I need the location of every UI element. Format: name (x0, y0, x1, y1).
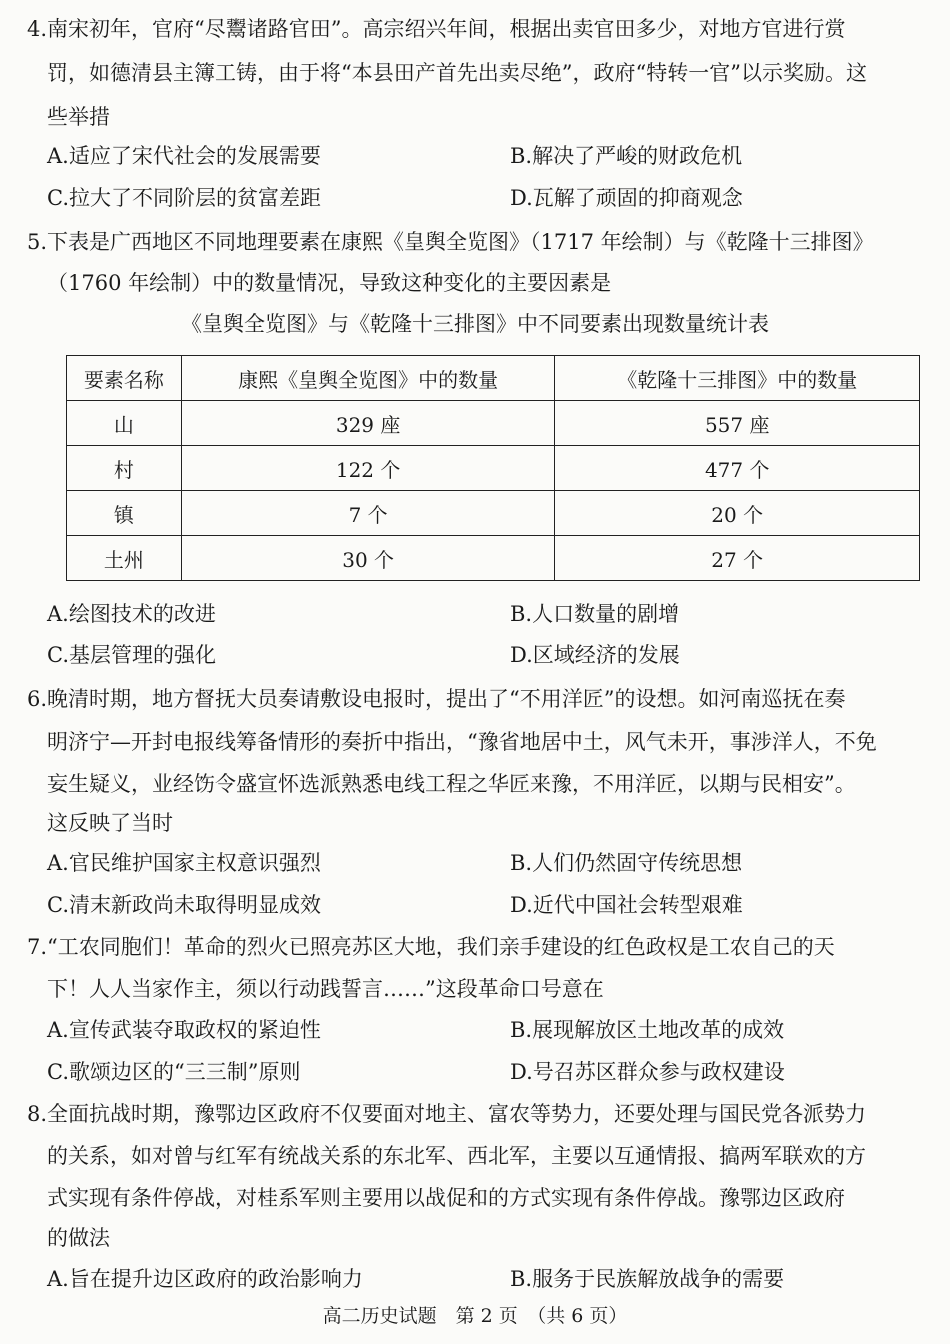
q8-option-a: A.旨在提升边区政府的政治影响力 (47, 1267, 363, 1291)
table-cell: 20 个 (555, 491, 920, 536)
q6-line-2: 明济宁—开封电报线筹备情形的奏折中指出，“豫省地居中土，风气未开，事涉洋人，不免 (47, 730, 877, 754)
q5-option-d: D.区域经济的发展 (510, 643, 680, 667)
table-cell: 30 个 (181, 536, 555, 581)
q4-option-a: A.适应了宋代社会的发展需要 (47, 144, 321, 168)
q7-option-d: D.号召苏区群众参与政权建设 (510, 1060, 785, 1084)
table-header: 康熙《皇舆全览图》中的数量 (181, 356, 555, 401)
table-header-row (67, 356, 920, 401)
table-row (67, 446, 920, 491)
q4-option-b: B.解决了严峻的财政危机 (510, 144, 743, 168)
table-cell: 7 个 (181, 491, 555, 536)
q6-option-d: D.近代中国社会转型艰难 (510, 893, 743, 917)
q4-option-d: D.瓦解了顽固的抑商观念 (510, 186, 743, 210)
table-cell: 122 个 (181, 446, 555, 491)
statistics-table (66, 355, 920, 581)
table-cell: 329 座 (181, 401, 555, 446)
q7-option-c: C.歌颂边区的“三三制”原则 (47, 1060, 301, 1084)
table-cell: 557 座 (555, 401, 920, 446)
q6-line-4: 这反映了当时 (47, 811, 173, 835)
q8-option-b: B.服务于民族解放战争的需要 (510, 1267, 785, 1291)
q7-line-2: 下！人人当家作主，须以行动践誓言……”这段革命口号意在 (47, 977, 604, 1001)
q5-option-c: C.基层管理的强化 (47, 643, 216, 667)
q5-option-a: A.绘图技术的改进 (47, 602, 216, 626)
table-cell: 27 个 (555, 536, 920, 581)
q6-line-3: 妄生疑义，业经饬令盛宣怀选派熟悉电线工程之华匠来豫，不用洋匠，以期与民相安”。 (47, 772, 856, 796)
q5-line-1: 5.下表是广西地区不同地理要素在康熙《皇舆全览图》（1717 年绘制）与《乾隆十三排图》 (27, 230, 874, 254)
table-cell: 477 个 (555, 446, 920, 491)
q6-option-b: B.人们仍然固守传统思想 (510, 851, 743, 875)
q6-line-1: 6.晚清时期，地方督抚大员奏请敷设电报时，提出了“不用洋匠”的设想。如河南巡抚在奏 (27, 687, 846, 711)
q8-line-3: 式实现有条件停战，对桂系军则主要用以战促和的方式实现有条件停战。豫鄂边区政府 (47, 1186, 845, 1210)
q7-option-a: A.宣传武装夺取政权的紧迫性 (47, 1018, 321, 1042)
q6-option-a: A.官民维护国家主权意识强烈 (47, 851, 321, 875)
table-cell: 土州 (67, 536, 182, 581)
table-cell: 镇 (67, 491, 182, 536)
table-row (67, 491, 920, 536)
q8-line-2: 的关系，如对曾与红军有统战关系的东北军、西北军，主要以互通情报、搞两军联欢的方 (47, 1144, 866, 1168)
q5-option-b: B.人口数量的剧增 (510, 602, 680, 626)
q8-line-1: 8.全面抗战时期，豫鄂边区政府不仅要面对地主、富农等势力，还要处理与国民党各派势力 (27, 1102, 867, 1126)
q6-option-c: C.清末新政尚未取得明显成效 (47, 893, 321, 917)
q4-option-c: C.拉大了不同阶层的贫富差距 (47, 186, 321, 210)
q7-line-1: 7.“工农同胞们！革命的烈火已照亮苏区大地，我们亲手建设的红色政权是工农自己的天 (27, 935, 835, 959)
q4-line-2: 罚，如德清县主簿工铸，由于将“本县田产首先出卖尽绝”，政府“特转一官”以示奖励。这 (47, 61, 867, 85)
table-row (67, 536, 920, 581)
page-footer: 高二历史试题 第 2 页 （共 6 页） (322, 1305, 628, 1327)
table-cell: 山 (67, 401, 182, 446)
table-cell: 村 (67, 446, 182, 491)
table-header: 要素名称 (67, 356, 182, 401)
q7-option-b: B.展现解放区土地改革的成效 (510, 1018, 785, 1042)
q4-line-1: 4.南宋初年，官府“尽鬻诸路官田”。高宗绍兴年间，根据出卖官田多少，对地方官进行赏 (27, 17, 846, 41)
table-row (67, 401, 920, 446)
table-caption: 《皇舆全览图》与《乾隆十三排图》中不同要素出现数量统计表 (181, 312, 769, 336)
q5-line-2: （1760 年绘制）中的数量情况，导致这种变化的主要因素是 (47, 271, 612, 295)
table-header: 《乾隆十三排图》中的数量 (555, 356, 920, 401)
q4-line-3: 些举措 (47, 105, 110, 129)
q8-line-4: 的做法 (47, 1226, 110, 1250)
